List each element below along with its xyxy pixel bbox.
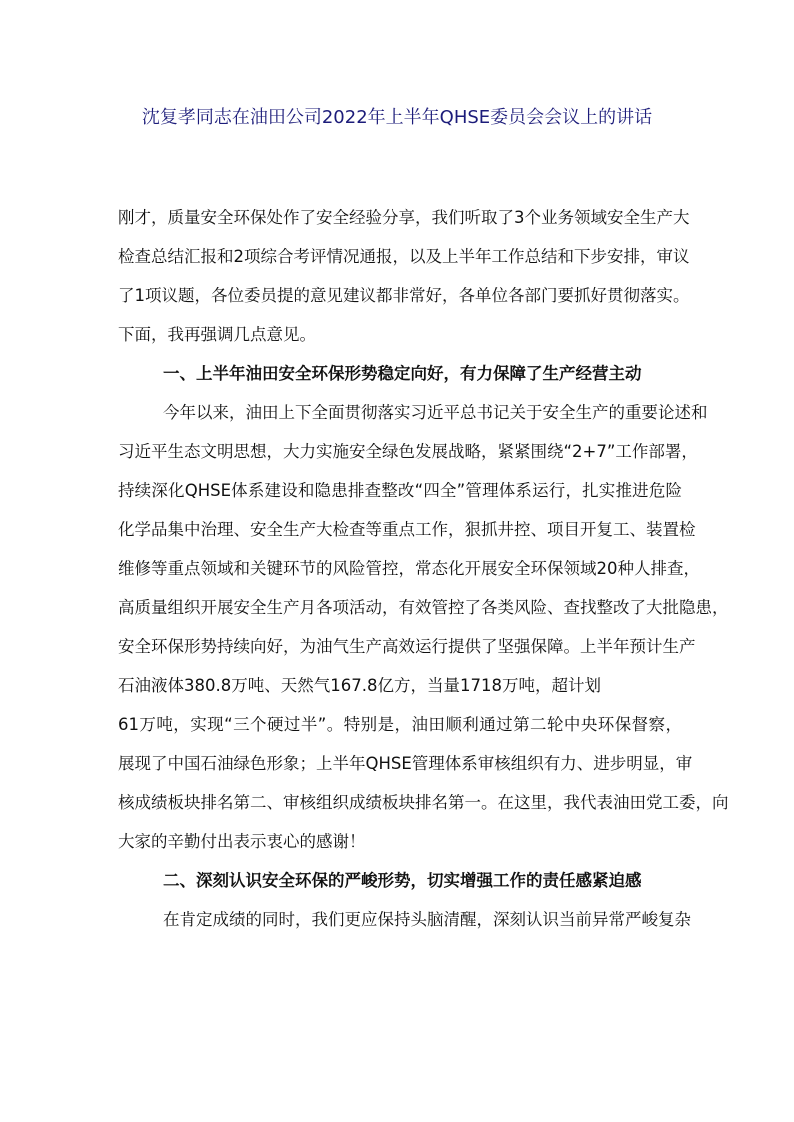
paragraph-line: 了1项议题，各位委员提的意见建议都非常好，各单位各部门要抓好贯彻落实。 xyxy=(118,286,690,305)
paragraph-line: 今年以来，油田上下全面贯彻落实习近平总书记关于安全生产的重要论述和 xyxy=(163,403,708,422)
section-heading: 二、深刻认识安全环保的严峻形势，切实增强工作的责任感紧迫感 xyxy=(163,871,642,890)
paragraph-line: 维修等重点领域和关键环节的风险管控，常态化开展安全环保领域20种人排查， xyxy=(118,559,700,578)
paragraph-line: 化学品集中治理、安全生产大检查等重点工作，狠抓井控、项目开复工、装置检 xyxy=(118,520,696,539)
paragraph-line: 刚才，质量安全环保处作了安全经验分享，我们听取了3个业务领域安全生产大 xyxy=(118,208,690,227)
document-body xyxy=(118,198,729,939)
paragraph-line: 安全环保形势持续向好，为油气生产高效运行提供了坚强保障。上半年预计生产 xyxy=(118,637,696,656)
section-heading: 一、上半年油田安全环保形势稳定向好，有力保障了生产经营主动 xyxy=(163,364,642,383)
paragraph-line: 核成绩板块排名第二、审核组织成绩板块排名第一。在这里，我代表油田党工委，向 xyxy=(118,793,729,812)
paragraph-line: 高质量组织开展安全生产月各项活动，有效管控了各类风险、查找整改了大批隐患， xyxy=(118,598,729,617)
paragraph-line: 61万吨，实现“三个硬过半”。特别是，油田顺利通过第二轮中央环保督察， xyxy=(118,715,682,734)
paragraph-line: 下面，我再强调几点意见。 xyxy=(118,325,316,344)
paragraph-line: 大家的辛勤付出表示衷心的感谢！ xyxy=(118,832,366,851)
paragraph-line: 习近平生态文明思想，大力实施安全绿色发展战略，紧紧围绕“2+7”工作部署， xyxy=(118,442,698,461)
paragraph-line: 展现了中国石油绿色形象；上半年QHSE管理体系审核组织有力、进步明显，审 xyxy=(118,754,693,773)
paragraph-line: 在肯定成绩的同时，我们更应保持头脑清醒，深刻认识当前异常严峻复杂 xyxy=(163,910,691,929)
document-title: 沈复孝同志在油田公司2022年上半年QHSE委员会会议上的讲话 xyxy=(141,107,653,128)
paragraph-line: 检查总结汇报和2项综合考评情况通报，以及上半年工作总结和下步安排，审议 xyxy=(118,247,690,266)
paragraph-line: 持续深化QHSE体系建设和隐患排查整改“四全”管理体系运行，扎实推进危险 xyxy=(118,481,682,500)
paragraph-line: 石油液体380.8万吨、天然气167.8亿方，当量1718万吨，超计划 xyxy=(118,676,601,695)
